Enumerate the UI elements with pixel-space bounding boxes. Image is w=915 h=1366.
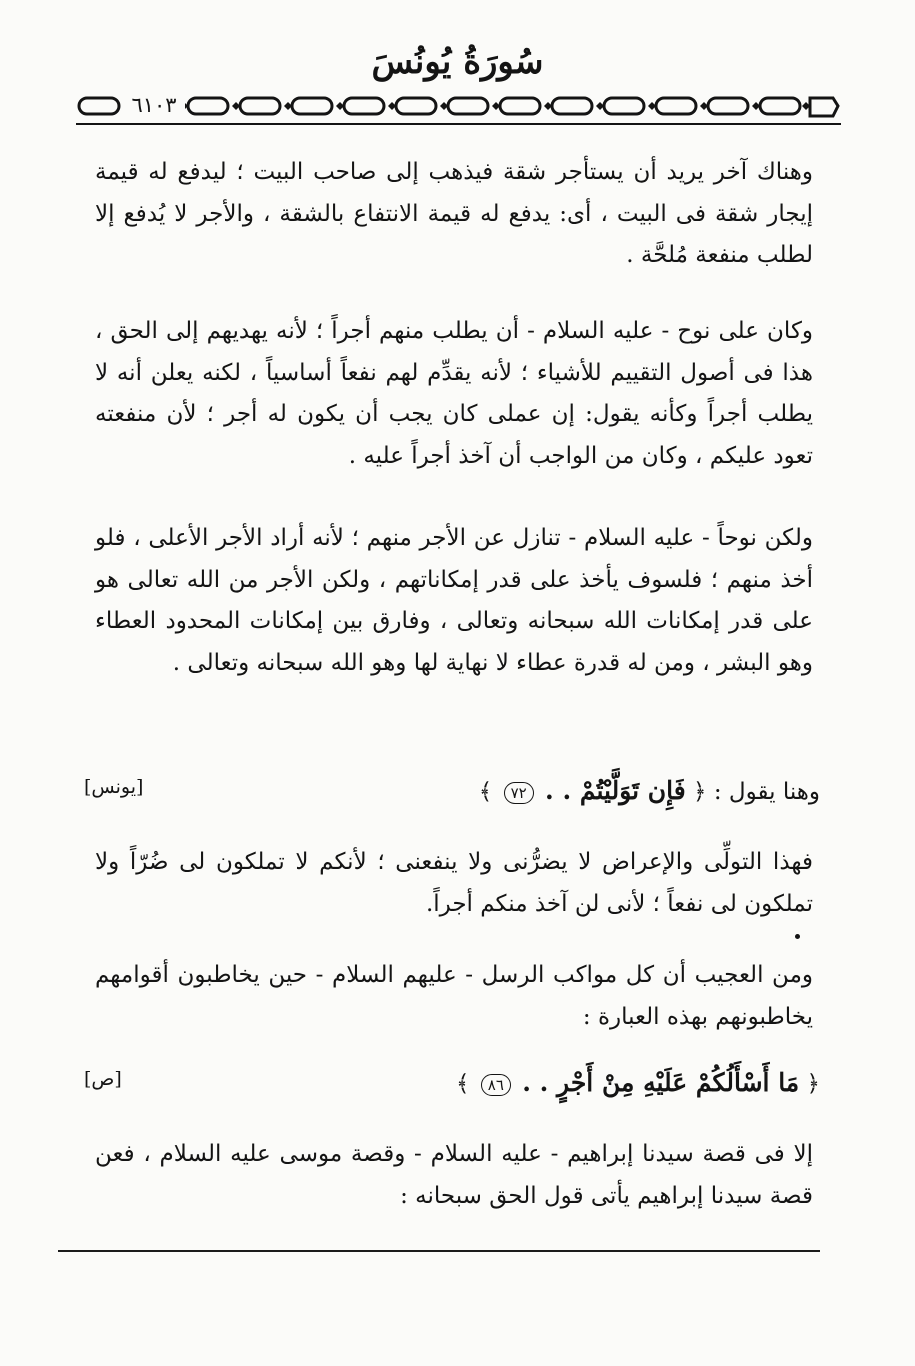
verse-close-bracket: ﴾: [478, 779, 493, 805]
paragraph-2: وكان على نوح - عليه السلام - أن يطلب منهم أجراً ؛ لأنه يهديهم إلى الحق ، هذا فى أصول التقييم للأشياء ؛ لأنه يقدِّم لهم نفعاً أساسياً ، لكنه يعلن أنه لا يطلب أجراً وكأنه يقول: إن عملى كان يجب أن يكون له أجر ؛ لأن منفعته تعود عليكم ، وكان من الواجب أن آخذ أجراً عليه .: [95, 318, 813, 469]
paragraph-3: ولكن نوحاً - عليه السلام - تنازل عن الأجر منهم ؛ لأنه أراد الأجر الأعلى ، فلو أخذ منهم ؛ فلسوف يأخذ على قدر إمكاناتهم ، ولكن الأجر من الله تعالى هو على قدر إمكانات الله سبحانه وتعالى ، وفارق بين إمكانات المحدود العطاء وهو البشر ، ومن له قدرة عطاء لا نهاية لها وهو الله سبحانه وتعالى .: [95, 525, 813, 676]
verse-text: فَإِن تَوَلَّيْتُمْ . .: [545, 776, 686, 805]
verse-intro: وهنا يقول :: [713, 779, 820, 805]
verse-main: [456, 1068, 820, 1097]
ayah-number: ٨٦: [481, 1074, 511, 1096]
footer-rule: [58, 1250, 820, 1252]
ornamental-border: [76, 92, 841, 126]
page-number: ٦١٠٣: [123, 92, 185, 118]
verse-source: [ص]: [84, 1068, 122, 1090]
paragraph-1: وهناك آخر يريد أن يستأجر شقة فيذهب إلى صاحب البيت ؛ ليدفع له قيمة إيجار شقة فى البيت ، أى: يدفع له قيمة الانتفاع بالشقة ، والأجر لا يُدفع إلا لطلب منفعة مُلحَّة .: [95, 159, 813, 268]
verse-close-bracket: ﴾: [456, 1071, 470, 1097]
quran-verse-yunus: [84, 776, 820, 816]
verse-main: [479, 776, 820, 805]
surah-title: سُورَةُ يُونُسَ: [371, 42, 544, 82]
verse-open-bracket: ﴿: [693, 779, 707, 805]
paragraph-6: إلا فى قصة سيدنا إبراهيم - عليه السلام - وقصة موسى عليه السلام ، فعن قصة سيدنا إبراهيم يأتى قول الحق سبحانه :: [95, 1141, 813, 1209]
paragraph-4: فهذا التولِّى والإعراض لا يضرُّنى ولا ينفعنى ؛ لأنكم لا تملكون لى ضُرّاً ولا تملكون لى نفعاً ؛ لأنى لن آخذ منكم أجراً.: [95, 849, 813, 917]
quran-verse-sad: [84, 1068, 820, 1108]
print-speck: [795, 934, 800, 939]
verse-source: [يونس]: [84, 776, 144, 798]
paragraph-5: ومن العجيب أن كل مواكب الرسل - عليهم السلام - حين يخاطبون أقوامهم يخاطبونهم بهذه العبارة :: [95, 962, 813, 1030]
ayah-number: ٧٢: [504, 782, 534, 804]
verse-open-bracket: ﴿: [806, 1071, 820, 1097]
verse-text: مَا أَسْأَلُكُمْ عَلَيْهِ مِنْ أَجْرٍ . .: [522, 1068, 800, 1097]
